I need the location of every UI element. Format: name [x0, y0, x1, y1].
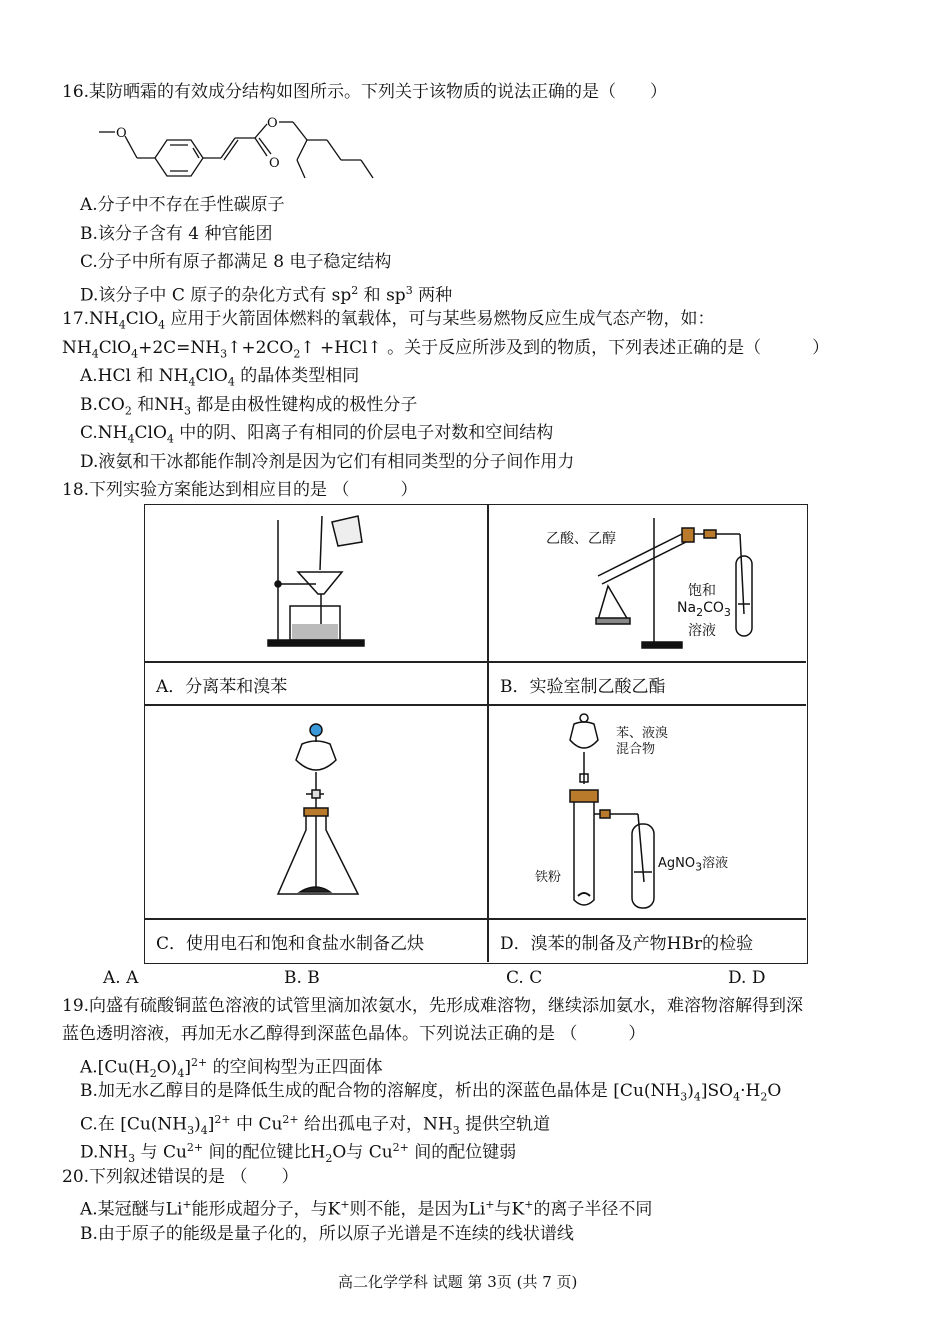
q19-option-d: $D.NH_3$ 与 $Cu^{2+}$ 间的配位键比$H_2O$与 $Cu^{2+}$ 间的配位键弱 [80, 1141, 517, 1166]
q17-option-d: D.液氨和干冰都能作制冷剂是因为它们有相同类型的分子间作用力 [80, 452, 575, 472]
q16-option-c: C.分子中所有原子都满足 8 电子稳定结构 [80, 252, 392, 272]
q20-stem: 20.下列叙述错误的是 （ ） [62, 1167, 299, 1187]
q18-stem: 18.下列实验方案能达到相应目的是 （ ） [62, 480, 418, 500]
q20-option-b: B.由于原子的能级是量子化的，所以原子光谱是不连续的线状谱线 [80, 1224, 574, 1244]
q16-option-b: B.该分子含有 4 种官能团 [80, 224, 273, 244]
q18-choice-a: A. A [103, 968, 139, 988]
cell-label-d: D．溴苯的制备及产物HBr的检验 [500, 934, 754, 954]
mixture-label: 混合物 [616, 742, 656, 757]
q17-stem-line1: $17.NH_4ClO_4$ 应用于火箭固体燃料的氧载体，可与某些易燃物反应生成气态产物，如： [62, 309, 715, 332]
filtration-apparatus-figure [262, 512, 372, 652]
silver-nitrate-label: AgNO$_3$溶液 [658, 856, 729, 874]
q16-option-d: D.该分子中 C 原子的杂化方式有 $sp^2$ 和 $sp^3$ 两种 [80, 284, 453, 306]
q18-choice-c: C. C [506, 968, 543, 988]
q16-option-a: A.分子中不存在手性碳原子 [80, 195, 285, 215]
oxygen-label: O [116, 126, 127, 141]
q19-stem-line1: 19.向盛有硫酸铜蓝色溶液的试管里滴加浓氨水，先形成难溶物，继续添加氨水，难溶物溶解得到深 [62, 996, 804, 1016]
sunscreen-molecule-structure [95, 110, 395, 190]
q20-option-a: A.某冠醚与Li+能形成超分子，与K+则不能，是因为Li+与K+的离子半径不同 [80, 1198, 653, 1220]
reagents-label: 乙酸、乙醇 [546, 531, 616, 547]
page-footer: 高二化学学科 试题 第 3页 (共 7 页) [338, 1273, 578, 1291]
q19-option-b: B.加无水乙醇目的是降低生成的配合物的溶解度，析出的深蓝色晶体是 $[Cu(NH_3)_4]SO_4\cdot H_2O$ [80, 1081, 782, 1104]
acetylene-apparatus-figure [272, 720, 372, 910]
cell-label-a: A．分离苯和溴苯 [156, 677, 288, 697]
oxygen-label: O [267, 116, 278, 131]
saturated-label: 饱和 [688, 583, 716, 599]
oxygen-label: O [269, 156, 280, 171]
table-divider [144, 704, 806, 706]
q16-stem: 16.某防晒霜的有效成分结构如图所示。下列关于该物质的说法正确的是（ ） [62, 82, 668, 102]
sodium-carbonate-label: $Na_2CO_3$ [677, 600, 731, 619]
benzene-bromine-label: 苯、液溴 [616, 726, 669, 741]
solution-label: 溶液 [688, 623, 716, 639]
q19-option-c: C.在 $[Cu(NH_3)_4]^{2+}$ 中 $Cu^{2+}$ 给出孤电子对，$NH_3$ 提供空轨道 [80, 1113, 551, 1138]
q17-option-b: $B.CO_2$ 和$NH_3$ 都是由极性键构成的极性分子 [80, 395, 418, 418]
q18-choice-b: B. B [284, 968, 320, 988]
table-divider [144, 918, 806, 920]
q18-choice-d: D. D [728, 968, 766, 988]
q19-stem-line2: 蓝色透明溶液，再加无水乙醇得到深蓝色晶体。下列说法正确的是 （ ） [62, 1024, 646, 1044]
q19-option-a: $A.[Cu(H_2O)_4]^{2+}$ 的空间构型为正四面体 [80, 1056, 383, 1081]
q17-option-a: A.HCl 和 $NH_4ClO_4$ 的晶体类型相同 [80, 366, 360, 389]
iron-powder-label: 铁粉 [535, 870, 562, 885]
table-divider [487, 504, 489, 962]
cell-label-c: C．使用电石和饱和食盐水制备乙炔 [156, 934, 425, 954]
cell-label-b: B．实验室制乙酸乙酯 [500, 677, 666, 697]
q17-option-c: $C.NH_4ClO_4$ 中的阴、阳离子有相同的价层电子对数和空间结构 [80, 423, 554, 446]
q17-stem-line2: $NH_4ClO_4+2C=NH_3↑+2CO_2↑$ +HCl↑ 。关于反应所涉及到的物质，下列表述正确的是（ ） [62, 338, 830, 361]
table-divider [144, 661, 806, 663]
